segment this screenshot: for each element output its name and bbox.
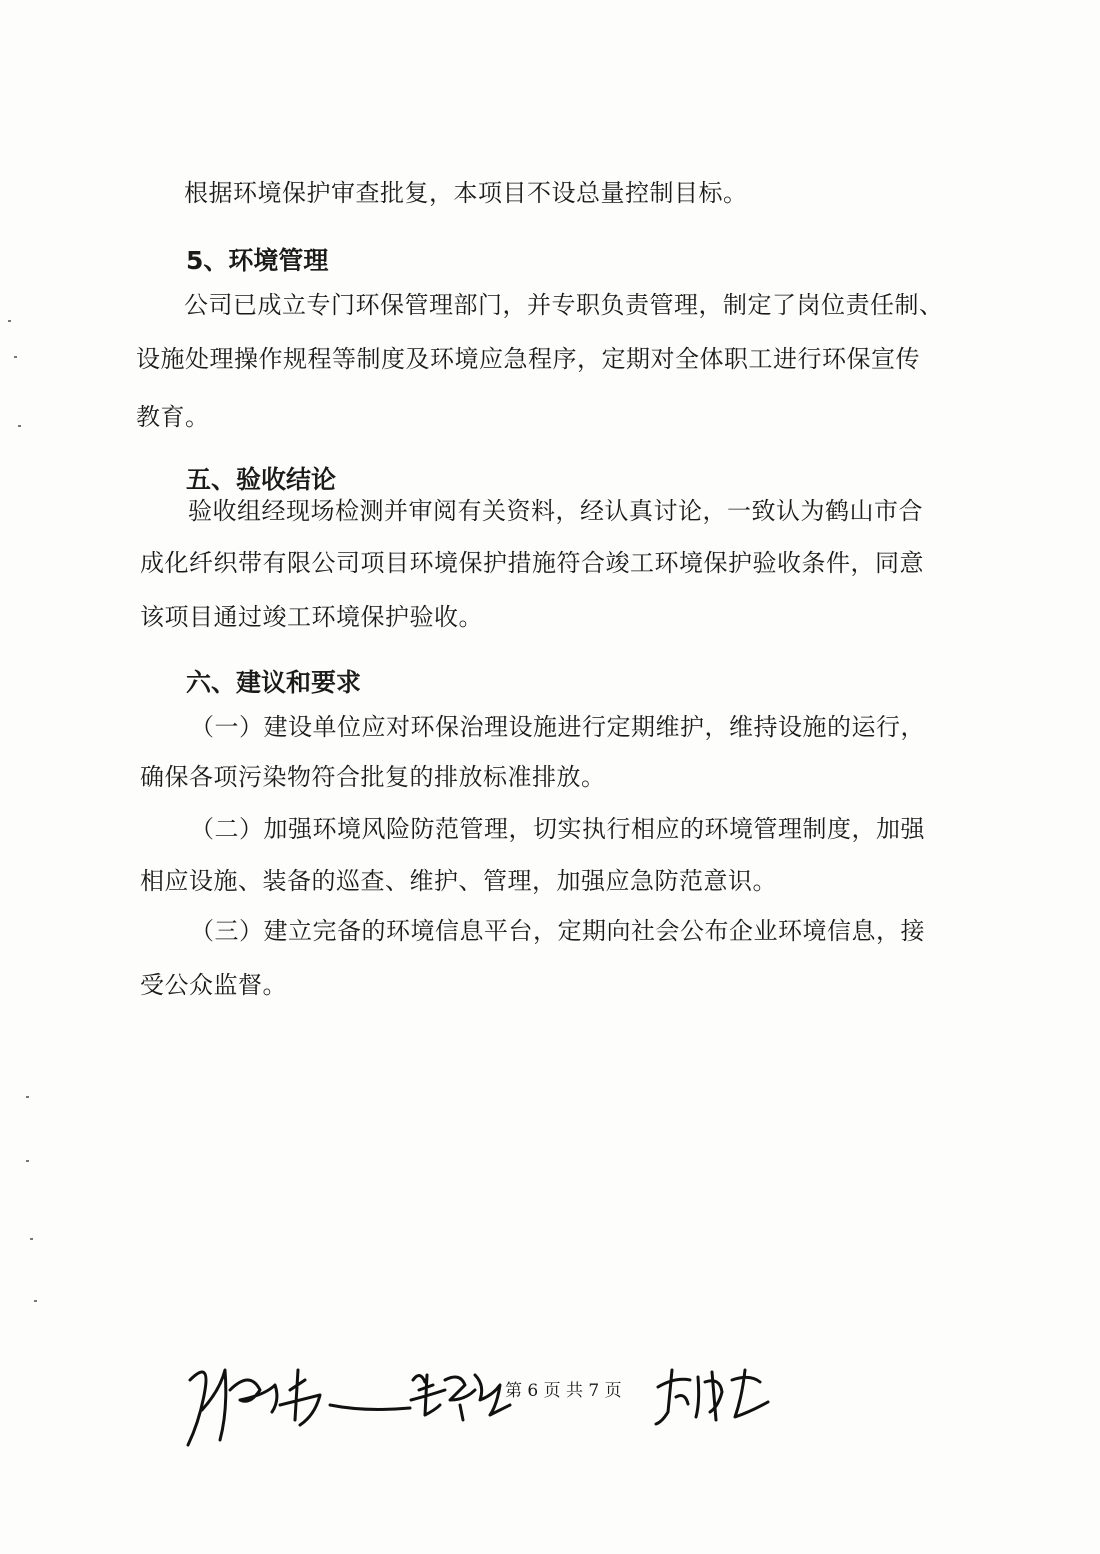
paragraph-suggestion-1-line-2: 确保各项污染物符合批复的排放标准排放。 (140, 763, 606, 791)
paragraph-conclusion-line-3: 该项目通过竣工环境保护验收。 (140, 603, 483, 631)
paragraph-env-mgmt-line-1: 公司已成立专门环保管理部门，并专职负责管理，制定了岗位责任制、 (184, 291, 944, 319)
heading-suggestions: 六、建议和要求 (186, 668, 362, 697)
paragraph-suggestion-1-line-1: （一）建设单位应对环保治理设施进行定期维护，维持设施的运行， (190, 713, 925, 741)
signature-3 (650, 1362, 775, 1432)
scan-speck (14, 356, 17, 358)
paragraph-conclusion-line-2: 成化纤织带有限公司项目环境保护措施符合竣工环境保护验收条件，同意 (140, 549, 924, 577)
paragraph-total-control: 根据环境保护审查批复，本项目不设总量控制目标。 (184, 179, 748, 207)
paragraph-env-mgmt-line-3: 教育。 (136, 403, 210, 431)
paragraph-suggestion-3-line-1: （三）建立完备的环境信息平台，定期向社会公布企业环境信息，接 (190, 917, 925, 945)
scan-speck (34, 1300, 37, 1302)
scan-speck (8, 320, 11, 322)
paragraph-conclusion-line-1: 验收组经现场检测并审阅有关资料，经认真讨论，一致认为鹤山市合 (188, 497, 923, 525)
heading-acceptance-conclusion: 五、验收结论 (186, 465, 337, 494)
page-number-footer: 第 6 页 共 7 页 (505, 1381, 622, 1401)
paragraph-suggestion-3-line-2: 受公众监督。 (140, 971, 287, 999)
paragraph-suggestion-2-line-1: （二）加强环境风险防范管理，切实执行相应的环境管理制度，加强 (190, 815, 925, 843)
signature-2 (405, 1360, 515, 1430)
scan-speck (30, 1238, 33, 1240)
heading-environment-management: 5、环境管理 (186, 246, 329, 275)
signature-1 (180, 1350, 420, 1460)
paragraph-suggestion-2-line-2: 相应设施、装备的巡查、维护、管理，加强应急防范意识。 (140, 867, 777, 895)
scan-speck (18, 425, 21, 427)
scan-speck (26, 1160, 29, 1162)
scan-speck (26, 1096, 29, 1098)
paragraph-env-mgmt-line-2: 设施处理操作规程等制度及环境应急程序，定期对全体职工进行环保宣传 (136, 345, 920, 373)
